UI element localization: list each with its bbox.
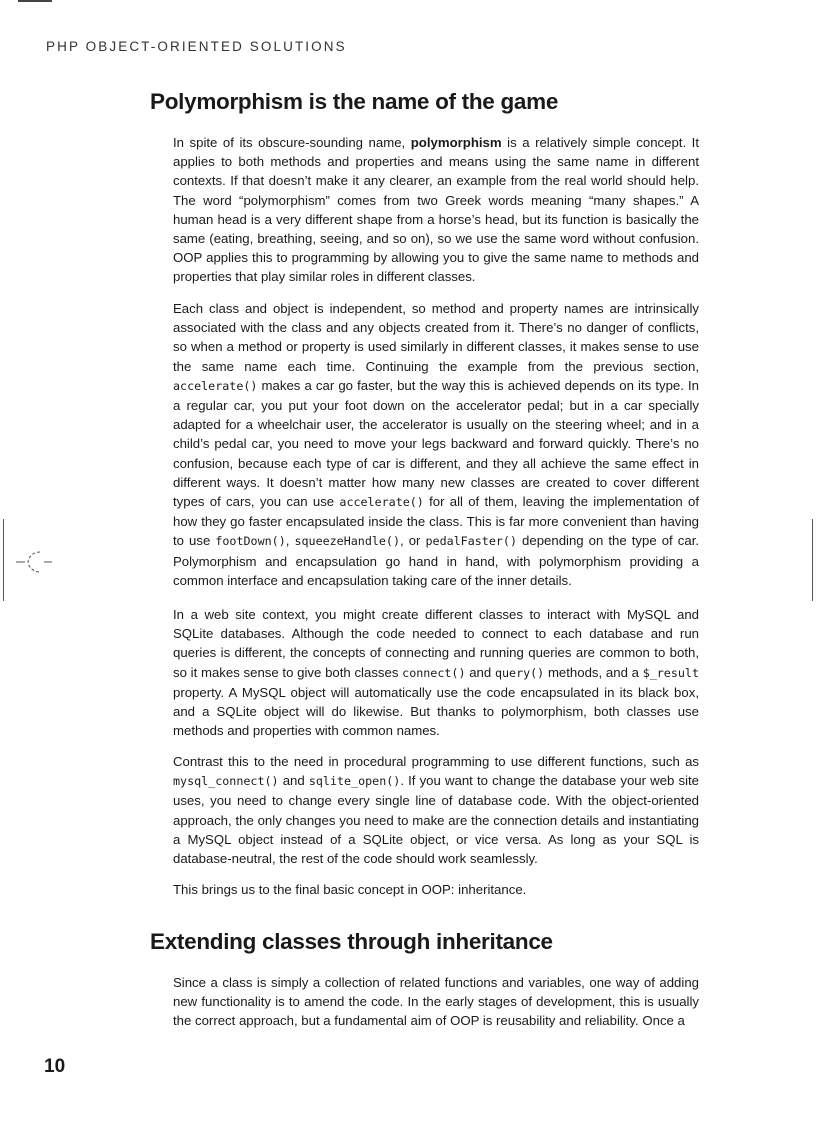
paragraph: [173, 299, 699, 590]
code-term: accelerate(): [339, 495, 424, 510]
code-term: accelerate(): [173, 378, 258, 393]
text-run: property. A MySQL object will automatically use the code encapsulated in its black box, and a SQLite object will do likewise. But thanks to polymorphism, both classes use methods and properties with common names.: [173, 684, 699, 739]
bold-term: polymorphism: [410, 135, 502, 150]
section-heading-polymorphism: Polymorphism is the name of the game: [150, 89, 559, 114]
registration-mark-icon: [16, 548, 56, 578]
text-run: and: [278, 773, 309, 789]
paragraph: Since a class is simply a collection of related functions and variables, one way of adding new functionality is to amend the code. In the early stages of development, this is usually the correct approach, but a fundamental aim of OOP is reusability and reliability. Once a: [173, 975, 699, 1029]
paragraph: This brings us to the final basic concept in OOP: inheritance.: [173, 882, 527, 897]
crop-mark-right: [812, 519, 813, 601]
text-run: Each class and object is independent, so method and property names are intrinsically associated with the class and any objects created from it. There’s no danger of conflicts, so when a method or property is used similarly in different classes, it makes sense to use the same name each time. Continuing the example from the previous section,: [173, 301, 699, 374]
text-run: , or: [400, 533, 426, 549]
running-head: PHP OBJECT-ORIENTED SOLUTIONS: [46, 39, 347, 54]
text-run: Contrast this to the need in procedural programming to use different functions, such as: [173, 754, 699, 769]
code-term: query(): [494, 665, 545, 680]
section-heading-inheritance: Extending classes through inheritance: [150, 929, 553, 954]
text-run: In a web site context, you might create different classes to interact with MySQL and SQLite databases. Although the code needed to connect to each database and run queries is different, the concepts of connecting and running queries are common to both, so it makes sense to give both classes: [173, 607, 699, 680]
text-run: In spite of its obscure-sounding name,: [173, 135, 411, 150]
paragraph: [173, 133, 699, 287]
text-run: . If you want to change the database your web site uses, you need to change every single line of database code. With the object-oriented approach, the only changes you need to make are the connection details and instantiating a MySQL object instead of a SQLite object, or vice versa. As long as your SQL is database-neutral, the rest of the code should work seamlessly.: [173, 773, 699, 867]
code-term: connect(): [402, 665, 466, 680]
top-rule: [18, 0, 52, 2]
code-term: mysql_connect(): [173, 774, 279, 789]
text-run: for all of them, leaving the implementation of how they go faster encapsulated inside the class. This is far more convenient than having to use: [173, 494, 699, 549]
code-term: footDown(): [215, 534, 286, 549]
paragraph: [173, 605, 699, 740]
text-run: methods, and a: [544, 664, 643, 680]
page-number: 10: [44, 1056, 66, 1077]
text-run: ,: [285, 533, 295, 549]
code-term: sqlite_open(): [308, 774, 401, 789]
text-run: is a relatively simple concept. It applies to both methods and properties and means using the same name in different contexts. If that doesn’t make it any clearer, an example from the real world should help. The word “polymorphism” comes from two Greek words meaning “many shapes.” A human head is a very different shape from a horse’s head, but its function is basically the same (eating, breathing, seeing, and so on), so we use the same word without confusion. OOP applies this to programming by allowing you to give the same name to methods and properties that play similar roles in different classes.: [173, 135, 699, 285]
paragraph: [173, 752, 699, 868]
text-run: depending on the type of car. Polymorphism and encapsulation go hand in hand, with polymorphism providing a common interface and encapsulation taking care of the inner details.: [173, 533, 700, 588]
code-term: squeezeHandle(): [294, 534, 401, 549]
code-term: pedalFaster(): [425, 534, 517, 549]
text-run: makes a car go faster, but the way this is achieved depends on its type. In a regular car, you put your foot down on the accelerator pedal; but in a car specially adapted for a wheelchair user, the accelerator is usually on the steering wheel; and in a child’s pedal car, you need to move your legs backward and forward quickly. There’s no confusion, because each type of car is different, and they all achieve the same effect in different ways. It doesn’t matter how many new classes are created to cover different types of cars, you can use: [173, 377, 699, 510]
code-term: $_result: [642, 665, 699, 680]
crop-mark-left: [3, 519, 4, 601]
text-run: and: [465, 664, 495, 680]
